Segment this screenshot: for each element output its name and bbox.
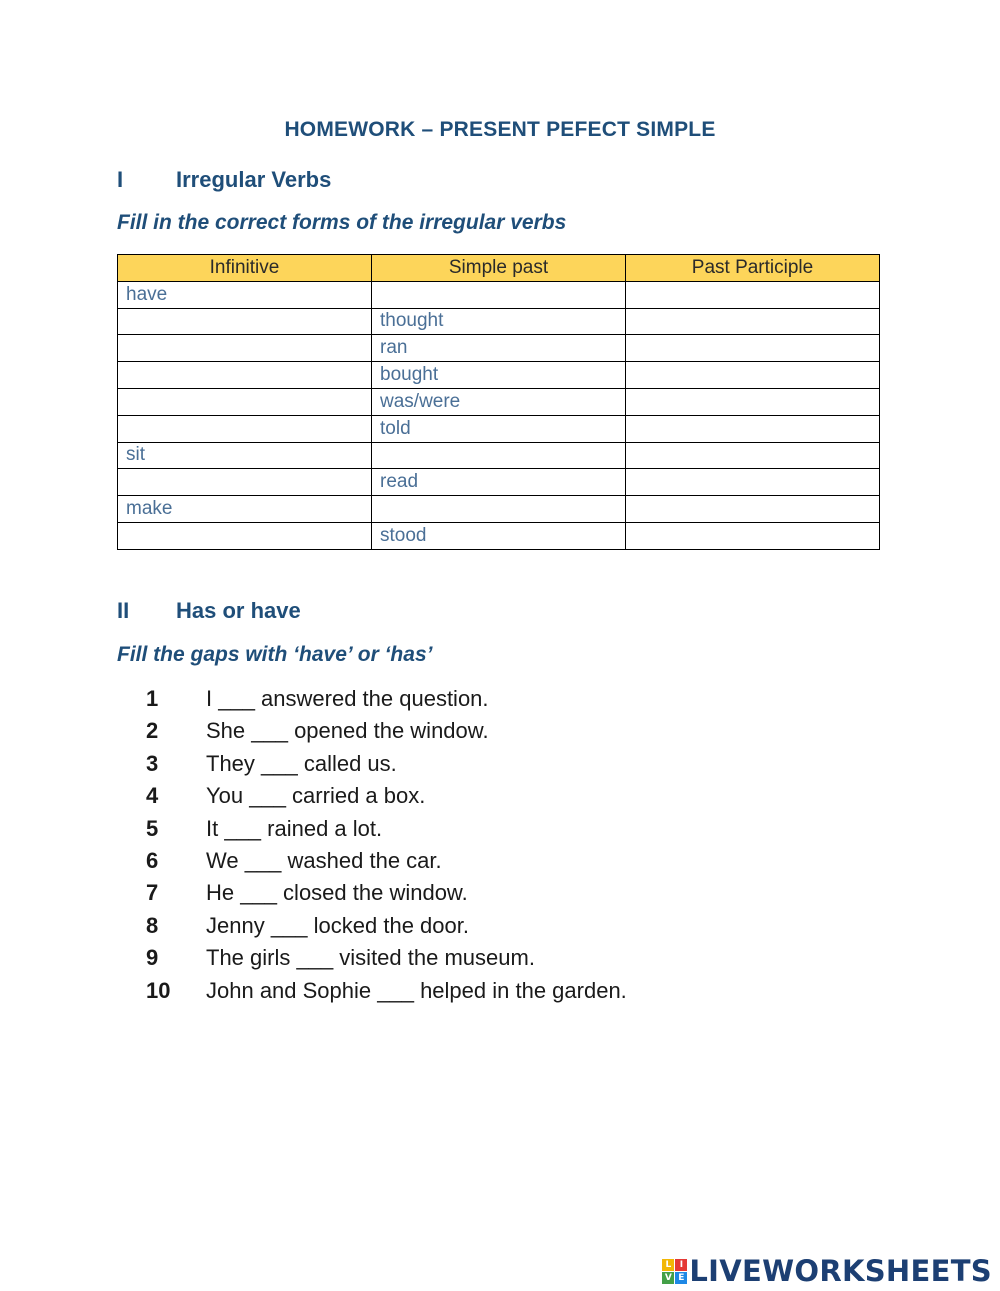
past-participle-cell[interactable] — [626, 415, 880, 442]
item-sentence[interactable]: John and Sophie ___ helped in the garden. — [206, 977, 627, 1003]
item-number: 8 — [146, 912, 159, 938]
list-item — [146, 751, 627, 783]
table-row — [118, 496, 880, 523]
infinitive-cell[interactable]: have — [118, 281, 372, 308]
past-participle-cell[interactable] — [626, 362, 880, 389]
logo-tile: E — [675, 1272, 687, 1284]
liveworksheets-logo[interactable] — [662, 1254, 992, 1288]
infinitive-cell[interactable] — [118, 335, 372, 362]
section-1-title: Irregular Verbs — [176, 167, 332, 192]
item-number: 9 — [146, 945, 159, 971]
list-item — [146, 686, 627, 718]
infinitive-cell[interactable]: make — [118, 496, 372, 523]
simple-past-cell[interactable]: bought — [372, 362, 626, 389]
past-participle-cell[interactable] — [626, 442, 880, 469]
item-sentence[interactable]: Jenny ___ locked the door. — [206, 912, 469, 938]
past-participle-cell[interactable] — [626, 469, 880, 496]
list-item — [146, 816, 627, 848]
logo-tile: L — [662, 1259, 674, 1271]
infinitive-cell[interactable] — [118, 308, 372, 335]
infinitive-cell[interactable]: sit — [118, 442, 372, 469]
simple-past-cell[interactable] — [372, 496, 626, 523]
item-sentence[interactable]: She ___ opened the window. — [206, 718, 489, 744]
item-number: 3 — [146, 750, 159, 776]
section-1-instruction: Fill in the correct forms of the irregular verbs — [117, 211, 567, 234]
past-participle-cell[interactable] — [626, 335, 880, 362]
column-header-infinitive: Infinitive — [118, 255, 372, 282]
item-number: 5 — [146, 815, 159, 841]
simple-past-cell[interactable] — [372, 442, 626, 469]
table-row — [118, 281, 880, 308]
gap-fill-list — [146, 686, 627, 1010]
infinitive-cell[interactable] — [118, 415, 372, 442]
simple-past-cell[interactable]: read — [372, 469, 626, 496]
item-number: 4 — [146, 783, 159, 809]
table-row — [118, 415, 880, 442]
irregular-verbs-table — [117, 254, 880, 550]
item-sentence[interactable]: The girls ___ visited the museum. — [206, 945, 535, 971]
item-sentence[interactable]: We ___ washed the car. — [206, 847, 442, 873]
column-header-simple-past: Simple past — [372, 255, 626, 282]
list-item — [146, 913, 627, 945]
table-row — [118, 362, 880, 389]
liveworksheets-logo-icon — [662, 1259, 687, 1284]
simple-past-cell[interactable]: told — [372, 415, 626, 442]
table-row — [118, 335, 880, 362]
simple-past-cell[interactable]: ran — [372, 335, 626, 362]
item-number: 7 — [146, 880, 159, 906]
list-item — [146, 880, 627, 912]
past-participle-cell[interactable] — [626, 522, 880, 549]
item-sentence[interactable]: You ___ carried a box. — [206, 783, 426, 809]
item-sentence[interactable]: It ___ rained a lot. — [206, 815, 383, 841]
list-item — [146, 718, 627, 750]
section-2-title: Has or have — [176, 598, 301, 623]
infinitive-cell[interactable] — [118, 388, 372, 415]
past-participle-cell[interactable] — [626, 308, 880, 335]
item-sentence[interactable]: He ___ closed the window. — [206, 880, 468, 906]
simple-past-cell[interactable]: was/were — [372, 388, 626, 415]
table-row — [118, 522, 880, 549]
simple-past-cell[interactable]: stood — [372, 522, 626, 549]
section-2-number: II — [117, 598, 130, 623]
infinitive-cell[interactable] — [118, 362, 372, 389]
simple-past-cell[interactable]: thought — [372, 308, 626, 335]
past-participle-cell[interactable] — [626, 281, 880, 308]
logo-tile: V — [662, 1272, 674, 1284]
item-number: 1 — [146, 686, 159, 711]
section-2-instruction: Fill the gaps with ‘have’ or ‘has’ — [117, 643, 433, 666]
item-number: 10 — [146, 977, 171, 1003]
infinitive-cell[interactable] — [118, 469, 372, 496]
section-1-number: I — [117, 167, 124, 192]
past-participle-cell[interactable] — [626, 388, 880, 415]
list-item — [146, 783, 627, 815]
table-row — [118, 308, 880, 335]
table-row — [118, 388, 880, 415]
table-header-row — [118, 255, 880, 282]
list-item — [146, 945, 627, 977]
page-title: HOMEWORK – PRESENT PEFECT SIMPLE — [284, 118, 716, 141]
column-header-past-participle: Past Participle — [626, 255, 880, 282]
table-row — [118, 469, 880, 496]
list-item — [146, 848, 627, 880]
item-number: 2 — [146, 718, 159, 744]
list-item — [146, 978, 627, 1010]
item-number: 6 — [146, 847, 159, 873]
logo-text: LIVEWORKSHEETS — [689, 1254, 992, 1288]
table-row — [118, 442, 880, 469]
section-2-heading — [117, 598, 301, 624]
section-1-heading — [117, 167, 331, 193]
item-sentence[interactable]: They ___ called us. — [206, 750, 397, 776]
item-sentence[interactable]: I ___ answered the question. — [206, 686, 489, 711]
infinitive-cell[interactable] — [118, 522, 372, 549]
simple-past-cell[interactable] — [372, 281, 626, 308]
past-participle-cell[interactable] — [626, 496, 880, 523]
logo-tile: I — [675, 1259, 687, 1271]
